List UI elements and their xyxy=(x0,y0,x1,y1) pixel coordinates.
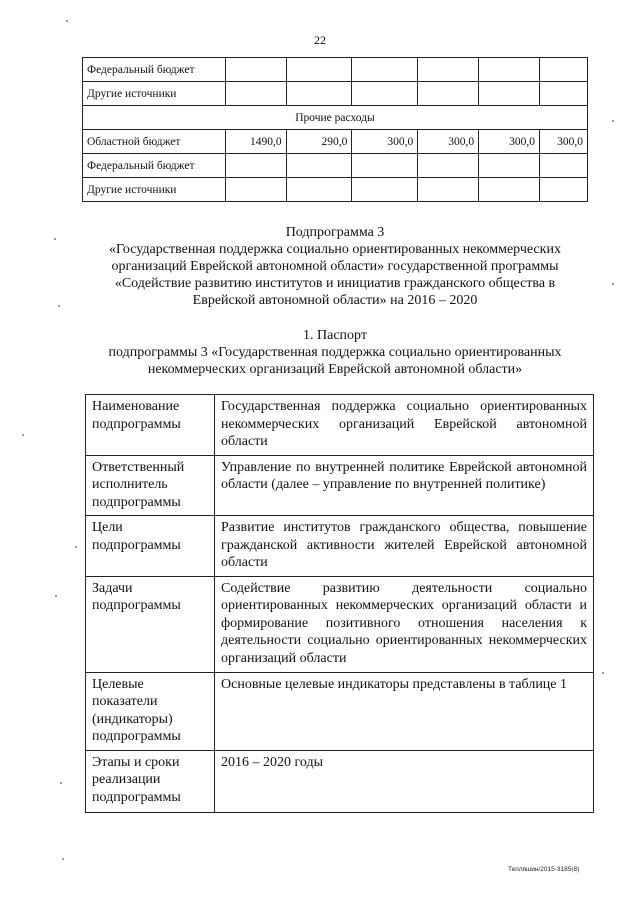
budget-cell: 300,0 xyxy=(540,130,588,154)
passport-value: Развитие институтов гражданского общества, повышение гражданской активности жителей Еврейской автономной области xyxy=(215,516,594,577)
budget-cell xyxy=(286,58,352,82)
budget-section-row xyxy=(83,106,588,130)
budget-row xyxy=(83,130,588,154)
budget-cell xyxy=(225,178,286,202)
subprogram-heading-line: Еврейской автономной области» на 2016 – 2020 xyxy=(192,293,478,308)
budget-cell xyxy=(225,154,286,178)
budget-row-label: Областной бюджет xyxy=(83,130,226,154)
passport-value: Основные целевые индикаторы представлены в таблице 1 xyxy=(215,672,594,750)
scan-speck xyxy=(66,20,68,22)
budget-cell xyxy=(479,178,540,202)
scan-speck xyxy=(75,546,77,548)
budget-cell xyxy=(479,154,540,178)
budget-cell: 300,0 xyxy=(479,130,540,154)
scan-speck xyxy=(54,238,56,240)
scan-speck xyxy=(602,672,604,674)
budget-row-label: Другие источники xyxy=(83,178,226,202)
budget-row xyxy=(83,154,588,178)
passport-label: Целевые показатели (индикаторы) подпрограммы xyxy=(86,672,215,750)
budget-cell xyxy=(352,82,418,106)
budget-cell: 300,0 xyxy=(418,130,479,154)
passport-label: Этапы и сроки реализации подпрограммы xyxy=(86,750,215,812)
budget-cell xyxy=(352,178,418,202)
budget-cell xyxy=(479,58,540,82)
budget-cell xyxy=(286,154,352,178)
budget-cell xyxy=(479,82,540,106)
scan-speck xyxy=(58,305,60,307)
subprogram-heading-line: «Государственная поддержка социально ориентированных некоммерческих xyxy=(109,242,561,257)
budget-row-label: Другие источники xyxy=(83,82,226,106)
budget-row xyxy=(83,58,588,82)
scan-speck xyxy=(60,782,62,784)
budget-cell xyxy=(225,58,286,82)
scan-speck xyxy=(55,595,57,597)
passport-value: 2016 – 2020 годы xyxy=(215,750,594,812)
passport-label: Задачи подпрограммы xyxy=(86,576,215,672)
passport-heading-line: некоммерческих организаций Еврейской автономной области» xyxy=(147,362,523,377)
budget-cell xyxy=(286,178,352,202)
budget-cell: 300,0 xyxy=(352,130,418,154)
budget-row-label: Федеральный бюджет xyxy=(83,154,226,178)
budget-cell xyxy=(540,82,588,106)
budget-cell: 290,0 xyxy=(286,130,352,154)
subprogram-heading xyxy=(40,224,630,309)
subprogram-heading-line: организаций Еврейской автономной области» государственной программы xyxy=(111,259,559,274)
budget-row-label: Федеральный бюджет xyxy=(83,58,226,82)
passport-label: Цели подпрограммы xyxy=(86,516,215,577)
subprogram-heading-line: «Содействие развитию институтов и инициатив гражданского общества в xyxy=(114,276,556,291)
subprogram-heading-line: Подпрограмма 3 xyxy=(285,225,385,240)
budget-cell xyxy=(540,178,588,202)
passport-heading xyxy=(40,327,630,378)
footer-stamp: Тепляшин/2015-3185(8) xyxy=(508,866,580,873)
scan-speck xyxy=(22,434,24,436)
passport-value: Содействие развитию деятельности социально ориентированных некоммерческих организаций области и формирование позитивного отношения населения к деятельности социально ориентированных некоммерческих организаций области xyxy=(215,576,594,672)
scan-speck xyxy=(612,120,614,122)
budget-cell xyxy=(352,154,418,178)
budget-cell xyxy=(418,58,479,82)
budget-cell xyxy=(418,178,479,202)
page-number: 22 xyxy=(314,33,326,47)
passport-heading-line: подпрограммы 3 «Государственная поддержка социально ориентированных xyxy=(108,345,562,360)
budget-cell xyxy=(286,82,352,106)
passport-value: Государственная поддержка социально ориентированных некоммерческих организаций Еврейской автономной области xyxy=(215,395,594,456)
scan-speck xyxy=(612,283,614,285)
passport-row xyxy=(86,672,594,750)
passport-table xyxy=(85,394,594,813)
budget-cell xyxy=(540,154,588,178)
passport-value: Управление по внутренней политике Еврейской автономной области (далее – управление по внутренней политике) xyxy=(215,455,594,516)
budget-row xyxy=(83,178,588,202)
passport-label: Ответственный исполнитель подпрограммы xyxy=(86,455,215,516)
budget-section-label: Прочие расходы xyxy=(83,106,588,130)
passport-row xyxy=(86,455,594,516)
budget-cell xyxy=(540,58,588,82)
budget-cell xyxy=(418,154,479,178)
passport-row xyxy=(86,576,594,672)
passport-row xyxy=(86,395,594,456)
passport-row xyxy=(86,750,594,812)
budget-cell: 1490,0 xyxy=(225,130,286,154)
passport-label: Наименование подпрограммы xyxy=(86,395,215,456)
scan-speck xyxy=(62,858,64,860)
budget-table xyxy=(82,57,588,202)
budget-cell xyxy=(418,82,479,106)
passport-row xyxy=(86,516,594,577)
passport-heading-line: 1. Паспорт xyxy=(303,328,367,343)
budget-cell xyxy=(225,82,286,106)
budget-cell xyxy=(352,58,418,82)
budget-row xyxy=(83,82,588,106)
